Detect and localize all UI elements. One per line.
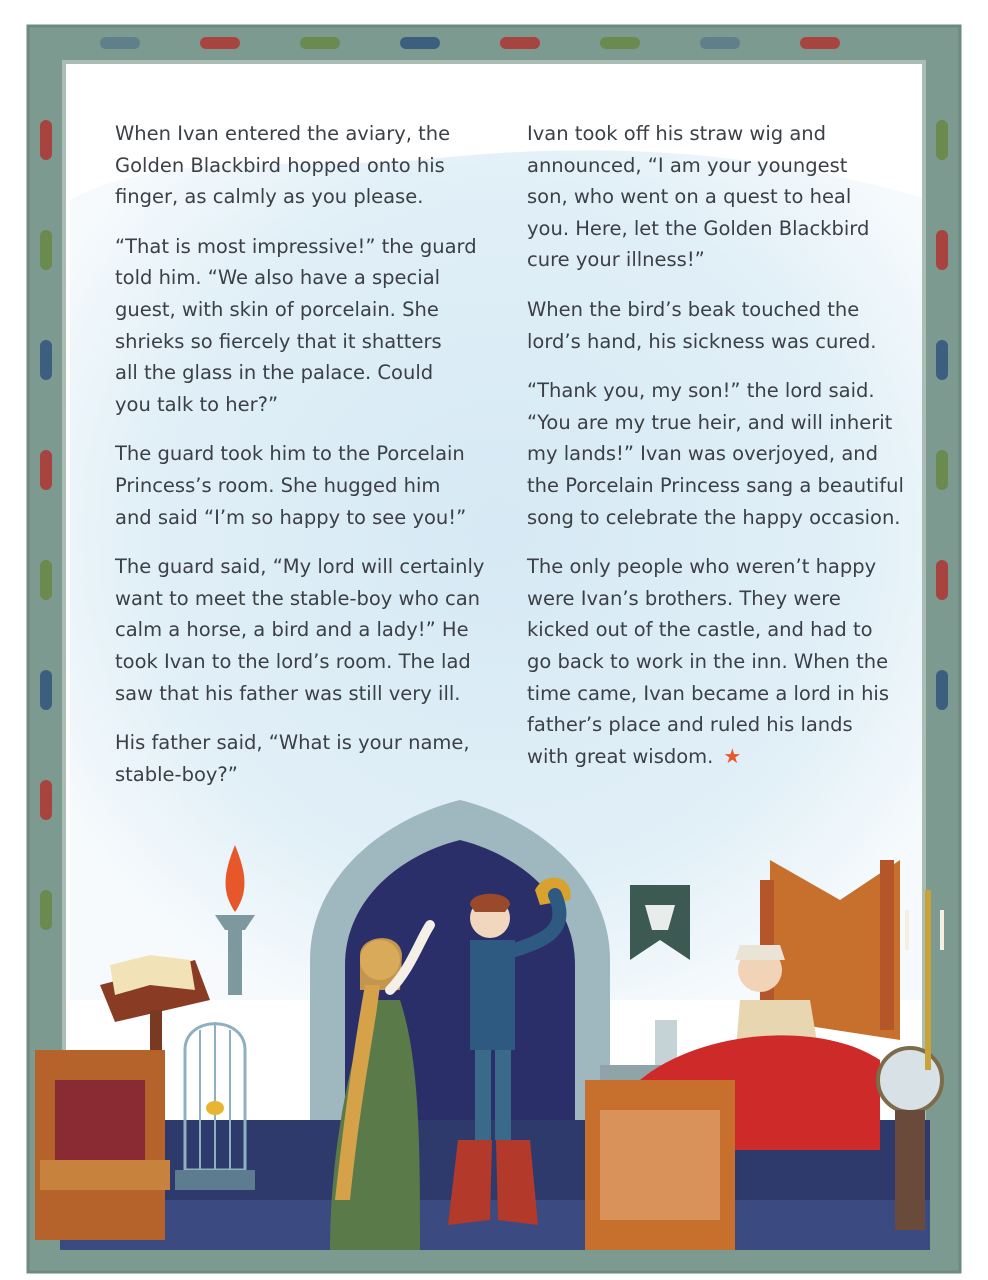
paragraph-final-text: The only people who weren’t happy were Ivan’s brothers. They were kicked out of the castle, and had to go back to work in the inn. When the time came, Ivan became a lord in his father’s place and ruled his lands with great wisdom. (527, 555, 890, 768)
paragraph: “Thank you, my son!” the lord said. “You are my true heir, and will inherit my lands!” Ivan was overjoyed, and the Porcelain Princess sang a beautiful song to celebrate the happy occasion. (527, 379, 904, 529)
end-star-icon: ★ (723, 743, 742, 768)
paragraph: The guard said, “My lord will certainly want to meet the stable-boy who can calm a horse, a bird and a lady!” He took Ivan to the lord’s room. The lad saw that his father was still very ill. (115, 555, 485, 705)
story-column-left (115, 118, 495, 808)
paragraph: “That is most impressive!” the guard told him. “We also have a special guest, with skin of porcelain. She shrieks so fiercely that it shatters all the glass in the palace. Could you talk to her?” (115, 234, 477, 416)
paragraph: When the bird’s beak touched the lord’s hand, his sickness was cured. (527, 297, 877, 353)
paragraph: Ivan took off his straw wig and announced, “I am your youngest son, who went on a quest to heal you. Here, let the Golden Blackbird cure your illness!” (527, 122, 870, 272)
throne-chair (35, 1050, 170, 1240)
paragraph: The guard took him to the Porcelain Princess’s room. She hugged him and said “I’m so happy to see you!” (115, 442, 467, 529)
paragraph: His father said, “What is your name, stable-boy?” (115, 731, 470, 786)
story-column-right (527, 118, 917, 790)
paragraph: When Ivan entered the aviary, the Golden Blackbird hopped onto his finger, as calmly as you please. (115, 122, 451, 209)
paragraph-final (527, 551, 917, 772)
